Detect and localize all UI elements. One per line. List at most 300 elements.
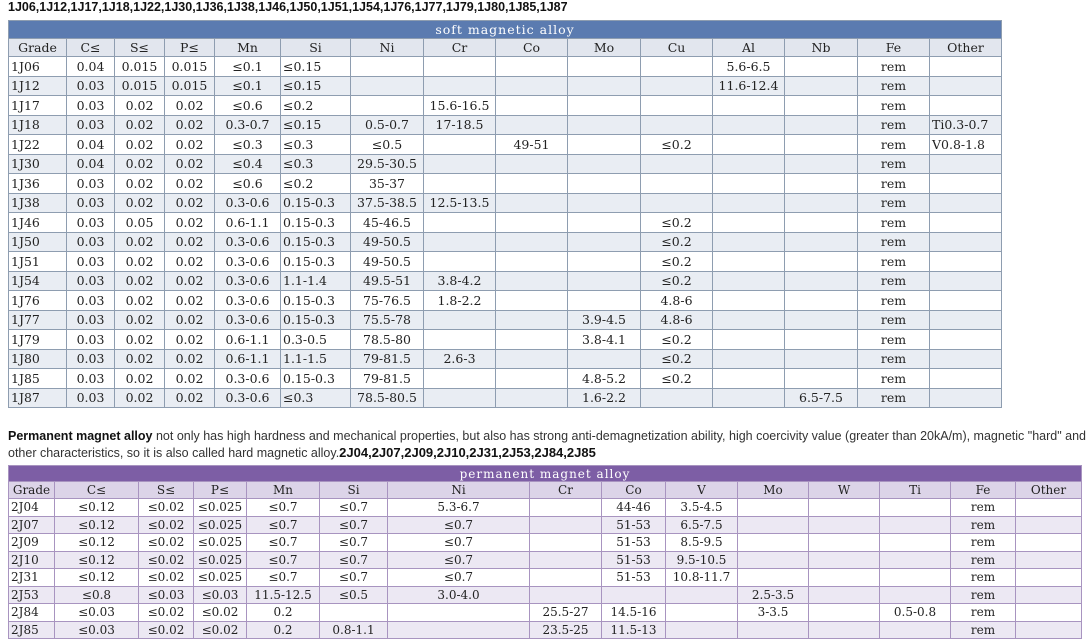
table-cell: 0.5-0.7 [351, 115, 424, 135]
table-cell: 1.1-1.4 [281, 271, 351, 291]
table-cell [424, 154, 496, 174]
table-cell: rem [858, 349, 930, 369]
table-cell [496, 271, 568, 291]
table-cell: 4.8-6 [641, 310, 713, 330]
table-cell [568, 154, 641, 174]
table-cell [1016, 604, 1082, 622]
table-cell: ≤0.03 [139, 586, 194, 604]
table-cell [713, 310, 785, 330]
table-cell: 0.04 [67, 154, 115, 174]
table-cell: 11.5-13 [602, 621, 666, 639]
table-cell [1016, 586, 1082, 604]
table-row [9, 621, 1082, 639]
table-cell: 0.04 [67, 57, 115, 77]
table-cell: 78.5-80.5 [351, 388, 424, 408]
grade-cell: 1J46 [9, 213, 67, 233]
column-header: Other [930, 39, 1002, 57]
table-cell: ≤0.02 [194, 604, 247, 622]
table-cell: 79-81.5 [351, 349, 424, 369]
table-cell [930, 174, 1002, 194]
table-row [9, 569, 1082, 587]
table-cell [785, 193, 858, 213]
grade-cell: 1J12 [9, 76, 67, 96]
table-cell: ≤0.12 [55, 551, 139, 569]
grade-cell: 2J84 [9, 604, 55, 622]
table-cell [496, 76, 568, 96]
table-body [9, 57, 1002, 408]
table-cell: ≤0.02 [139, 569, 194, 587]
table-cell: 49-51 [496, 135, 568, 155]
table-cell: 49-50.5 [351, 252, 424, 272]
table-row [9, 154, 1002, 174]
grade-cell: 1J51 [9, 252, 67, 272]
table-cell [880, 499, 951, 517]
column-header: Mo [738, 482, 809, 499]
table-cell [568, 271, 641, 291]
table-cell [388, 621, 530, 639]
table-cell [666, 586, 738, 604]
table-cell: 4.8-5.2 [568, 369, 641, 389]
table-cell: ≤0.7 [247, 516, 320, 534]
table-cell: 11.6-12.4 [713, 76, 785, 96]
table-cell: 0.02 [165, 96, 215, 116]
column-header: Other [1016, 482, 1082, 499]
table-cell [424, 369, 496, 389]
table-cell: rem [858, 174, 930, 194]
table-cell: rem [951, 621, 1016, 639]
table-cell: 25.5-27 [530, 604, 602, 622]
column-header: C≤ [67, 39, 115, 57]
table-cell: 0.02 [165, 388, 215, 408]
table-cell: ≤0.03 [55, 604, 139, 622]
table-cell [738, 551, 809, 569]
permanent-magnet-description [8, 428, 1087, 461]
table-cell [713, 232, 785, 252]
table-cell: ≤0.7 [247, 534, 320, 552]
column-header: S≤ [139, 482, 194, 499]
grade-cell: 1J18 [9, 115, 67, 135]
table-cell [496, 349, 568, 369]
column-header: V [666, 482, 738, 499]
table-cell: 0.2 [247, 621, 320, 639]
table-cell: 1.1-1.5 [281, 349, 351, 369]
table-cell [809, 569, 880, 587]
table-row [9, 369, 1002, 389]
table-cell: ≤0.2 [281, 174, 351, 194]
table-cell: 0.6-1.1 [215, 213, 281, 233]
table-row [9, 499, 1082, 517]
table-cell [568, 291, 641, 311]
table-cell: rem [858, 310, 930, 330]
table-cell: 0.02 [115, 232, 165, 252]
table-cell: 23.5-25 [530, 621, 602, 639]
table-cell: ≤0.1 [215, 76, 281, 96]
table-cell [496, 154, 568, 174]
table-cell: ≤0.12 [55, 534, 139, 552]
table-cell [496, 57, 568, 77]
table-cell [713, 252, 785, 272]
table-cell: 0.02 [165, 349, 215, 369]
table-cell [785, 174, 858, 194]
table-cell: ≤0.6 [215, 96, 281, 116]
table-cell [496, 115, 568, 135]
grade-cell: 1J06 [9, 57, 67, 77]
table-cell [930, 369, 1002, 389]
table-cell [641, 193, 713, 213]
table-cell: ≤0.2 [641, 213, 713, 233]
table-row [9, 57, 1002, 77]
table-cell: 0.15-0.3 [281, 213, 351, 233]
table-cell [785, 96, 858, 116]
table-cell: 0.3-0.6 [215, 369, 281, 389]
table-cell: ≤0.7 [247, 569, 320, 587]
table-cell: ≤0.02 [139, 499, 194, 517]
table-cell [666, 621, 738, 639]
table-cell [880, 534, 951, 552]
table-cell: 0.02 [115, 330, 165, 350]
table-cell: rem [858, 135, 930, 155]
table-cell: 1.8-2.2 [424, 291, 496, 311]
table-cell [809, 604, 880, 622]
column-header: Mn [215, 39, 281, 57]
table-cell: ≤0.7 [320, 551, 388, 569]
table-cell [1016, 534, 1082, 552]
grade-cell: 2J53 [9, 586, 55, 604]
table-cell [785, 57, 858, 77]
table-cell: rem [858, 76, 930, 96]
table-cell: ≤0.2 [641, 252, 713, 272]
table-cell: 0.05 [115, 213, 165, 233]
column-header: Grade [9, 482, 55, 499]
column-header: Fe [858, 39, 930, 57]
table-cell: ≤0.8 [55, 586, 139, 604]
table-cell [568, 174, 641, 194]
table-cell [880, 586, 951, 604]
table-cell: 5.6-6.5 [713, 57, 785, 77]
table-cell [809, 621, 880, 639]
table-cell [351, 76, 424, 96]
grade-cell: 2J85 [9, 621, 55, 639]
table-cell [880, 516, 951, 534]
table-cell: 0.5-0.8 [880, 604, 951, 622]
table-cell: rem [951, 499, 1016, 517]
grade-cell: 2J04 [9, 499, 55, 517]
table-cell [530, 534, 602, 552]
table-cell [785, 271, 858, 291]
table-cell [530, 569, 602, 587]
table-cell [930, 154, 1002, 174]
column-header: P≤ [165, 39, 215, 57]
table-cell: 0.02 [165, 252, 215, 272]
table-cell: 0.03 [67, 330, 115, 350]
table-cell: ≤0.2 [641, 369, 713, 389]
table-cell: 0.3-0.7 [215, 115, 281, 135]
table-cell [496, 310, 568, 330]
table-row [9, 330, 1002, 350]
table-cell: ≤0.02 [139, 604, 194, 622]
description-text: not only has high hardness and mechanical properties, but also has strong anti-demagnetization ability, high coercivity value (greater than 20kA/m), magnetic "hard" and other characteristics, so it is also called hard magnetic alloy. [8, 429, 1086, 460]
table-cell [785, 232, 858, 252]
table-cell: 0.02 [115, 115, 165, 135]
table-cell: ≤0.7 [388, 534, 530, 552]
grade-cell: 1J36 [9, 174, 67, 194]
table-cell: 6.5-7.5 [666, 516, 738, 534]
table-cell: 17-18.5 [424, 115, 496, 135]
table-cell: 0.03 [67, 213, 115, 233]
table-cell: ≤0.4 [215, 154, 281, 174]
table-cell: ≤0.15 [281, 76, 351, 96]
table-cell [496, 232, 568, 252]
grade-cell: 1J22 [9, 135, 67, 155]
table-cell [713, 330, 785, 350]
table-cell [785, 135, 858, 155]
table-cell: 44-46 [602, 499, 666, 517]
grade-cell: 1J38 [9, 193, 67, 213]
column-header: Nb [785, 39, 858, 57]
table-cell [1016, 551, 1082, 569]
grade-cell: 1J77 [9, 310, 67, 330]
table-row [9, 586, 1082, 604]
table-cell: 0.03 [67, 369, 115, 389]
column-header: Ni [388, 482, 530, 499]
column-header: Cr [424, 39, 496, 57]
table-row [9, 193, 1002, 213]
table-cell [713, 135, 785, 155]
table-cell [1016, 499, 1082, 517]
table-cell: 12.5-13.5 [424, 193, 496, 213]
table-cell [496, 330, 568, 350]
table-cell: 9.5-10.5 [666, 551, 738, 569]
table-cell: 51-53 [602, 516, 666, 534]
table-cell [713, 154, 785, 174]
table-cell [930, 213, 1002, 233]
table-cell: 3-3.5 [738, 604, 809, 622]
column-header: Cu [641, 39, 713, 57]
table-cell: ≤0.02 [194, 621, 247, 639]
table-cell: 0.02 [115, 252, 165, 272]
table-cell: 75-76.5 [351, 291, 424, 311]
table-cell: ≤0.12 [55, 569, 139, 587]
table-cell [785, 291, 858, 311]
table-cell: 0.8-1.1 [320, 621, 388, 639]
column-header: W [809, 482, 880, 499]
table-cell [785, 252, 858, 272]
table-header-row [9, 482, 1082, 499]
column-header: Co [496, 39, 568, 57]
grade-cell: 1J76 [9, 291, 67, 311]
table-cell: 0.03 [67, 388, 115, 408]
table-cell: rem [858, 252, 930, 272]
table-cell: 0.02 [165, 115, 215, 135]
table-cell: 0.3-0.6 [215, 310, 281, 330]
table-cell: ≤0.15 [281, 115, 351, 135]
table-cell: rem [858, 369, 930, 389]
table-cell: rem [858, 213, 930, 233]
table-cell [738, 499, 809, 517]
table-cell: 0.02 [115, 271, 165, 291]
grade-cell: 2J10 [9, 551, 55, 569]
column-header: Cr [530, 482, 602, 499]
table-cell: 0.03 [67, 76, 115, 96]
table-cell: ≤0.6 [215, 174, 281, 194]
table-cell [496, 174, 568, 194]
table-cell: ≤0.12 [55, 516, 139, 534]
column-header: Fe [951, 482, 1016, 499]
table-cell: ≤0.7 [247, 499, 320, 517]
table-cell: 0.02 [115, 349, 165, 369]
permanent-magnet-alloy-table [8, 465, 1082, 639]
table-cell: 0.03 [67, 115, 115, 135]
grade-cell: 1J80 [9, 349, 67, 369]
table-cell [424, 232, 496, 252]
column-header: Grade [9, 39, 67, 57]
table-cell: ≤0.7 [320, 534, 388, 552]
table-cell: ≤0.5 [320, 586, 388, 604]
table-cell: rem [951, 569, 1016, 587]
table-cell [785, 115, 858, 135]
soft-magnetic-alloy-table [8, 20, 1002, 408]
table-cell [424, 174, 496, 194]
table-cell [930, 330, 1002, 350]
table-cell [930, 193, 1002, 213]
table-cell [530, 586, 602, 604]
table-cell: 0.15-0.3 [281, 291, 351, 311]
table-cell: ≤0.03 [194, 586, 247, 604]
table-cell [496, 252, 568, 272]
table-cell: 0.02 [165, 174, 215, 194]
table-cell [496, 96, 568, 116]
table-cell: ≤0.3 [281, 154, 351, 174]
table-cell: ≤0.3 [281, 135, 351, 155]
grade-cell: 2J07 [9, 516, 55, 534]
table-row [9, 232, 1002, 252]
table-row [9, 388, 1002, 408]
table-cell [530, 499, 602, 517]
table-cell: ≤0.3 [215, 135, 281, 155]
table-header-row [9, 39, 1002, 57]
table-cell: 29.5-30.5 [351, 154, 424, 174]
table-cell [568, 213, 641, 233]
table-cell: 0.02 [165, 369, 215, 389]
table-cell [641, 115, 713, 135]
table-cell [568, 252, 641, 272]
table-row [9, 534, 1082, 552]
table-cell: 3.0-4.0 [388, 586, 530, 604]
table-cell: rem [858, 57, 930, 77]
table-cell: 0.03 [67, 271, 115, 291]
table-cell [1016, 621, 1082, 639]
table-cell: ≤0.025 [194, 551, 247, 569]
table-cell: rem [858, 232, 930, 252]
table-cell: 0.2 [247, 604, 320, 622]
table-row [9, 516, 1082, 534]
column-header: S≤ [115, 39, 165, 57]
table-cell: rem [858, 115, 930, 135]
table-row [9, 291, 1002, 311]
table-cell: 0.02 [165, 330, 215, 350]
table-row [9, 310, 1002, 330]
table-cell: ≤0.03 [55, 621, 139, 639]
table-cell [880, 621, 951, 639]
table-cell: ≤0.2 [641, 271, 713, 291]
table-cell [785, 330, 858, 350]
table-cell: ≤0.02 [139, 516, 194, 534]
table-cell: rem [951, 534, 1016, 552]
table-cell: rem [951, 604, 1016, 622]
table-cell: 0.3-0.6 [215, 193, 281, 213]
column-header: Mo [568, 39, 641, 57]
table-cell: 51-53 [602, 569, 666, 587]
table-cell [568, 349, 641, 369]
table-cell: ≤0.12 [55, 499, 139, 517]
table-cell [424, 135, 496, 155]
table-cell: 51-53 [602, 551, 666, 569]
table-row [9, 76, 1002, 96]
table-cell [496, 388, 568, 408]
table-cell: ≤0.2 [281, 96, 351, 116]
table-cell: 0.015 [115, 57, 165, 77]
table-cell [738, 516, 809, 534]
column-header: Co [602, 482, 666, 499]
table-cell: 0.02 [165, 154, 215, 174]
table-cell: 0.02 [115, 310, 165, 330]
grade-cell: 1J79 [9, 330, 67, 350]
column-header: P≤ [194, 482, 247, 499]
table-cell [713, 349, 785, 369]
table-cell [641, 96, 713, 116]
table-cell: 0.02 [115, 135, 165, 155]
table-cell: 79-81.5 [351, 369, 424, 389]
table-cell: ≤0.2 [641, 349, 713, 369]
table-cell [930, 76, 1002, 96]
grade-cell: 1J50 [9, 232, 67, 252]
table-cell: ≤0.7 [320, 499, 388, 517]
table-cell: ≤0.7 [388, 551, 530, 569]
grade-cell: 1J17 [9, 96, 67, 116]
table-cell: 3.9-4.5 [568, 310, 641, 330]
table-cell [713, 271, 785, 291]
table-cell: 0.3-0.6 [215, 271, 281, 291]
table-cell: 0.03 [67, 174, 115, 194]
table-cell [530, 516, 602, 534]
table-cell [424, 213, 496, 233]
table-row [9, 252, 1002, 272]
table-cell: 0.02 [165, 310, 215, 330]
table-cell [713, 174, 785, 194]
table-row [9, 213, 1002, 233]
table-cell: 0.04 [67, 135, 115, 155]
table-cell: rem [858, 96, 930, 116]
table-cell: 0.02 [165, 271, 215, 291]
table-cell: 75.5-78 [351, 310, 424, 330]
table-cell [930, 57, 1002, 77]
table-cell: 2.6-3 [424, 349, 496, 369]
table-cell [496, 291, 568, 311]
table-cell [738, 569, 809, 587]
column-header: C≤ [55, 482, 139, 499]
table-cell [424, 388, 496, 408]
table-cell: 4.8-6 [641, 291, 713, 311]
table-cell: 0.03 [67, 232, 115, 252]
table-row [9, 135, 1002, 155]
table-cell: ≤0.2 [641, 232, 713, 252]
table-cell [713, 96, 785, 116]
description-lead: Permanent magnet alloy [8, 429, 153, 443]
column-header: Al [713, 39, 785, 57]
table-cell: rem [951, 516, 1016, 534]
table-cell: ≤0.15 [281, 57, 351, 77]
table-cell: rem [858, 388, 930, 408]
